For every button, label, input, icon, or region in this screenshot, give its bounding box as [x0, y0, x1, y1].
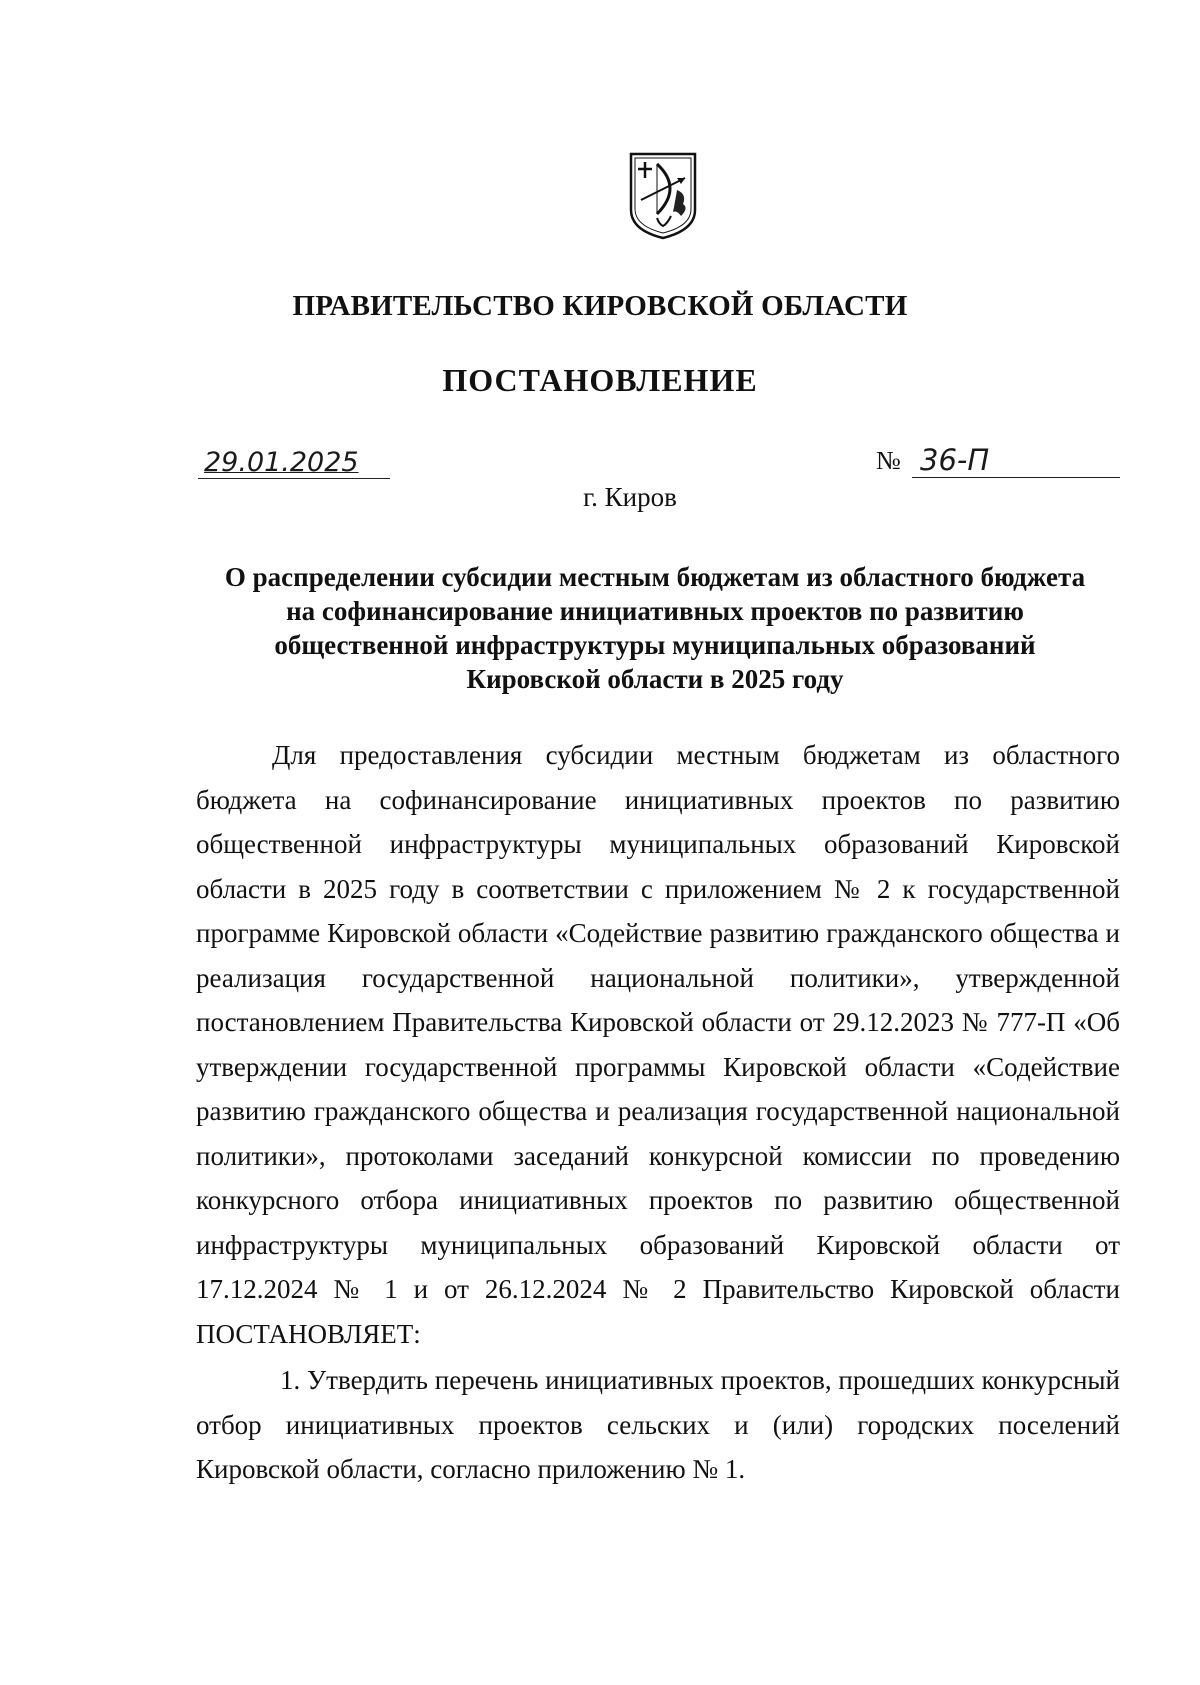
preamble-paragraph [196, 733, 1120, 1356]
number-sign: № [876, 446, 901, 475]
subject-line: О распределении субсидии местным бюджетам из областного бюджета [224, 562, 1086, 592]
document-number-field [876, 440, 1120, 478]
coat-of-arms-icon [627, 150, 699, 242]
document-number: 36-П [920, 443, 990, 477]
preamble-text: Для предоставления субсидии местным бюджетам из областного бюджета на софинансирование инициативных проектов по развитию общественной инфраструктуры муниципальных образований Кировской области в 2025 году в соответствии с приложением № 2 к государственной программе Кировской области «Содействие развитию гражданского общества и реализация государственной национальной политики», утвержденной постановлением Правительства Кировской области от 29.12.2023 № 777-П «Об утверждении государственной программы Кировской области «Содействие развитию гражданского общества и реализация государственной национальной политики», протоколами заседаний конкурсной комиссии по проведению конкурсного отбора инициативных проектов по развитию общественной инфраструктуры муниципальных образований Кировской области от 17.12.2024 № 1 и от 26.12.2024 № 2 Правительство Кировской области [196, 740, 1120, 1304]
document-date: 29.01.2025 [204, 447, 359, 478]
document-subject [190, 560, 1120, 696]
document-body [196, 733, 1120, 1492]
document-date-field [198, 440, 390, 479]
clause-1: 1. Утвердить перечень инициативных проектов, прошедших конкурсный отбор инициативных проектов сельских и (или) городских поселений Кировской области, согласно приложению № 1. [196, 1365, 1120, 1484]
decree-word: ПОСТАНОВЛЯЕТ: [196, 1318, 421, 1349]
subject-line: Кировской области в 2025 году [466, 664, 844, 694]
document-city: г. Киров [583, 482, 677, 512]
organization-title: ПРАВИТЕЛЬСТВО КИРОВСКОЙ ОБЛАСТИ [292, 290, 908, 322]
subject-line: на софинансирование инициативных проектов по развитию [286, 596, 1024, 626]
document-number-line [912, 439, 1120, 478]
subject-line: общественной инфраструктуры муниципальных образований [274, 630, 1036, 660]
document-type-title: ПОСТАНОВЛЕНИЕ [442, 362, 758, 398]
